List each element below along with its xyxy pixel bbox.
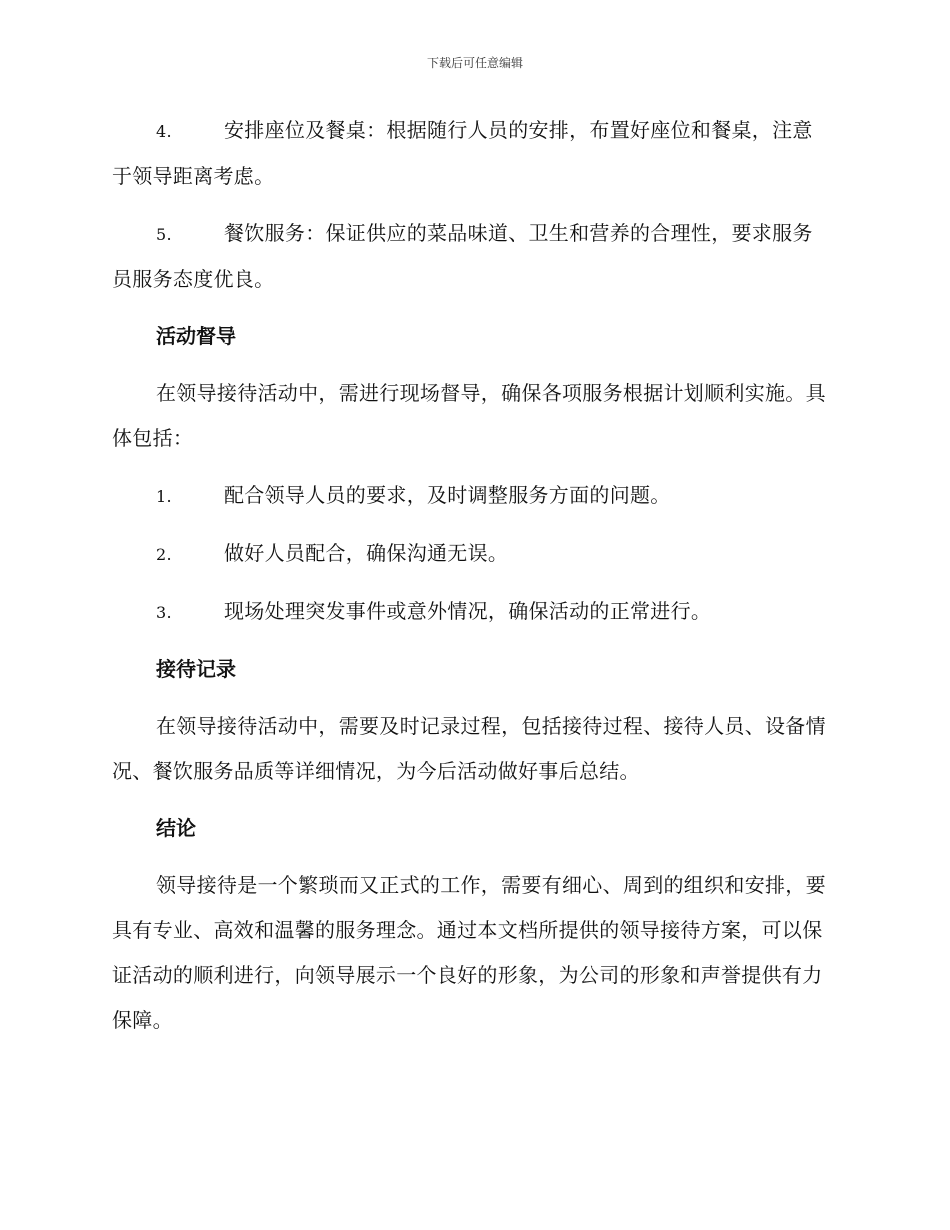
- paragraph-record: 在领导接待活动中，需要及时记录过程，包括接待过程、接待人员、设备情况、餐饮服务品质等详细情况，为今后活动做好事后总结。: [112, 714, 826, 783]
- section-heading-conclusion: 结论: [156, 816, 196, 840]
- list-text: 安排座位及餐桌：根据随行人员的安排，布置好座位和餐桌，注意于领导距离考虑。: [112, 118, 813, 188]
- section-heading-record: 接待记录: [156, 657, 236, 681]
- list-number: 4.: [156, 122, 172, 141]
- list-number: 5.: [156, 225, 172, 244]
- list-number: 3.: [156, 603, 172, 622]
- paragraph-conclusion: 领导接待是一个繁琐而又正式的工作，需要有细心、周到的组织和安排，要具有专业、高效和温馨的服务理念。通过本文档所提供的领导接待方案，可以保证活动的顺利进行，向领导展示一个良好的形象，为公司的形象和声誉提供有力保障。: [112, 873, 826, 1032]
- list-item: [112, 211, 832, 302]
- paragraph-supervision: 在领导接待活动中，需进行现场督导，确保各项服务根据计划顺利实施。具体包括：: [112, 381, 826, 450]
- list-number: 2.: [156, 545, 172, 564]
- list-item: [112, 589, 832, 635]
- list-item: [112, 108, 832, 199]
- list-text: 现场处理突发事件或意外情况，确保活动的正常进行。: [224, 599, 712, 623]
- list-text: 配合领导人员的要求，及时调整服务方面的问题。: [224, 483, 671, 507]
- list-item: [112, 473, 832, 519]
- document-body: [112, 108, 832, 1055]
- list-item: [112, 531, 832, 577]
- section-heading-supervision: 活动督导: [156, 324, 236, 348]
- list-number: 1.: [156, 487, 172, 506]
- page-header: 下载后可任意编辑: [426, 56, 523, 70]
- list-text: 餐饮服务：保证供应的菜品味道、卫生和营养的合理性，要求服务员服务态度优良。: [112, 221, 813, 291]
- list-text: 做好人员配合，确保沟通无误。: [224, 541, 509, 565]
